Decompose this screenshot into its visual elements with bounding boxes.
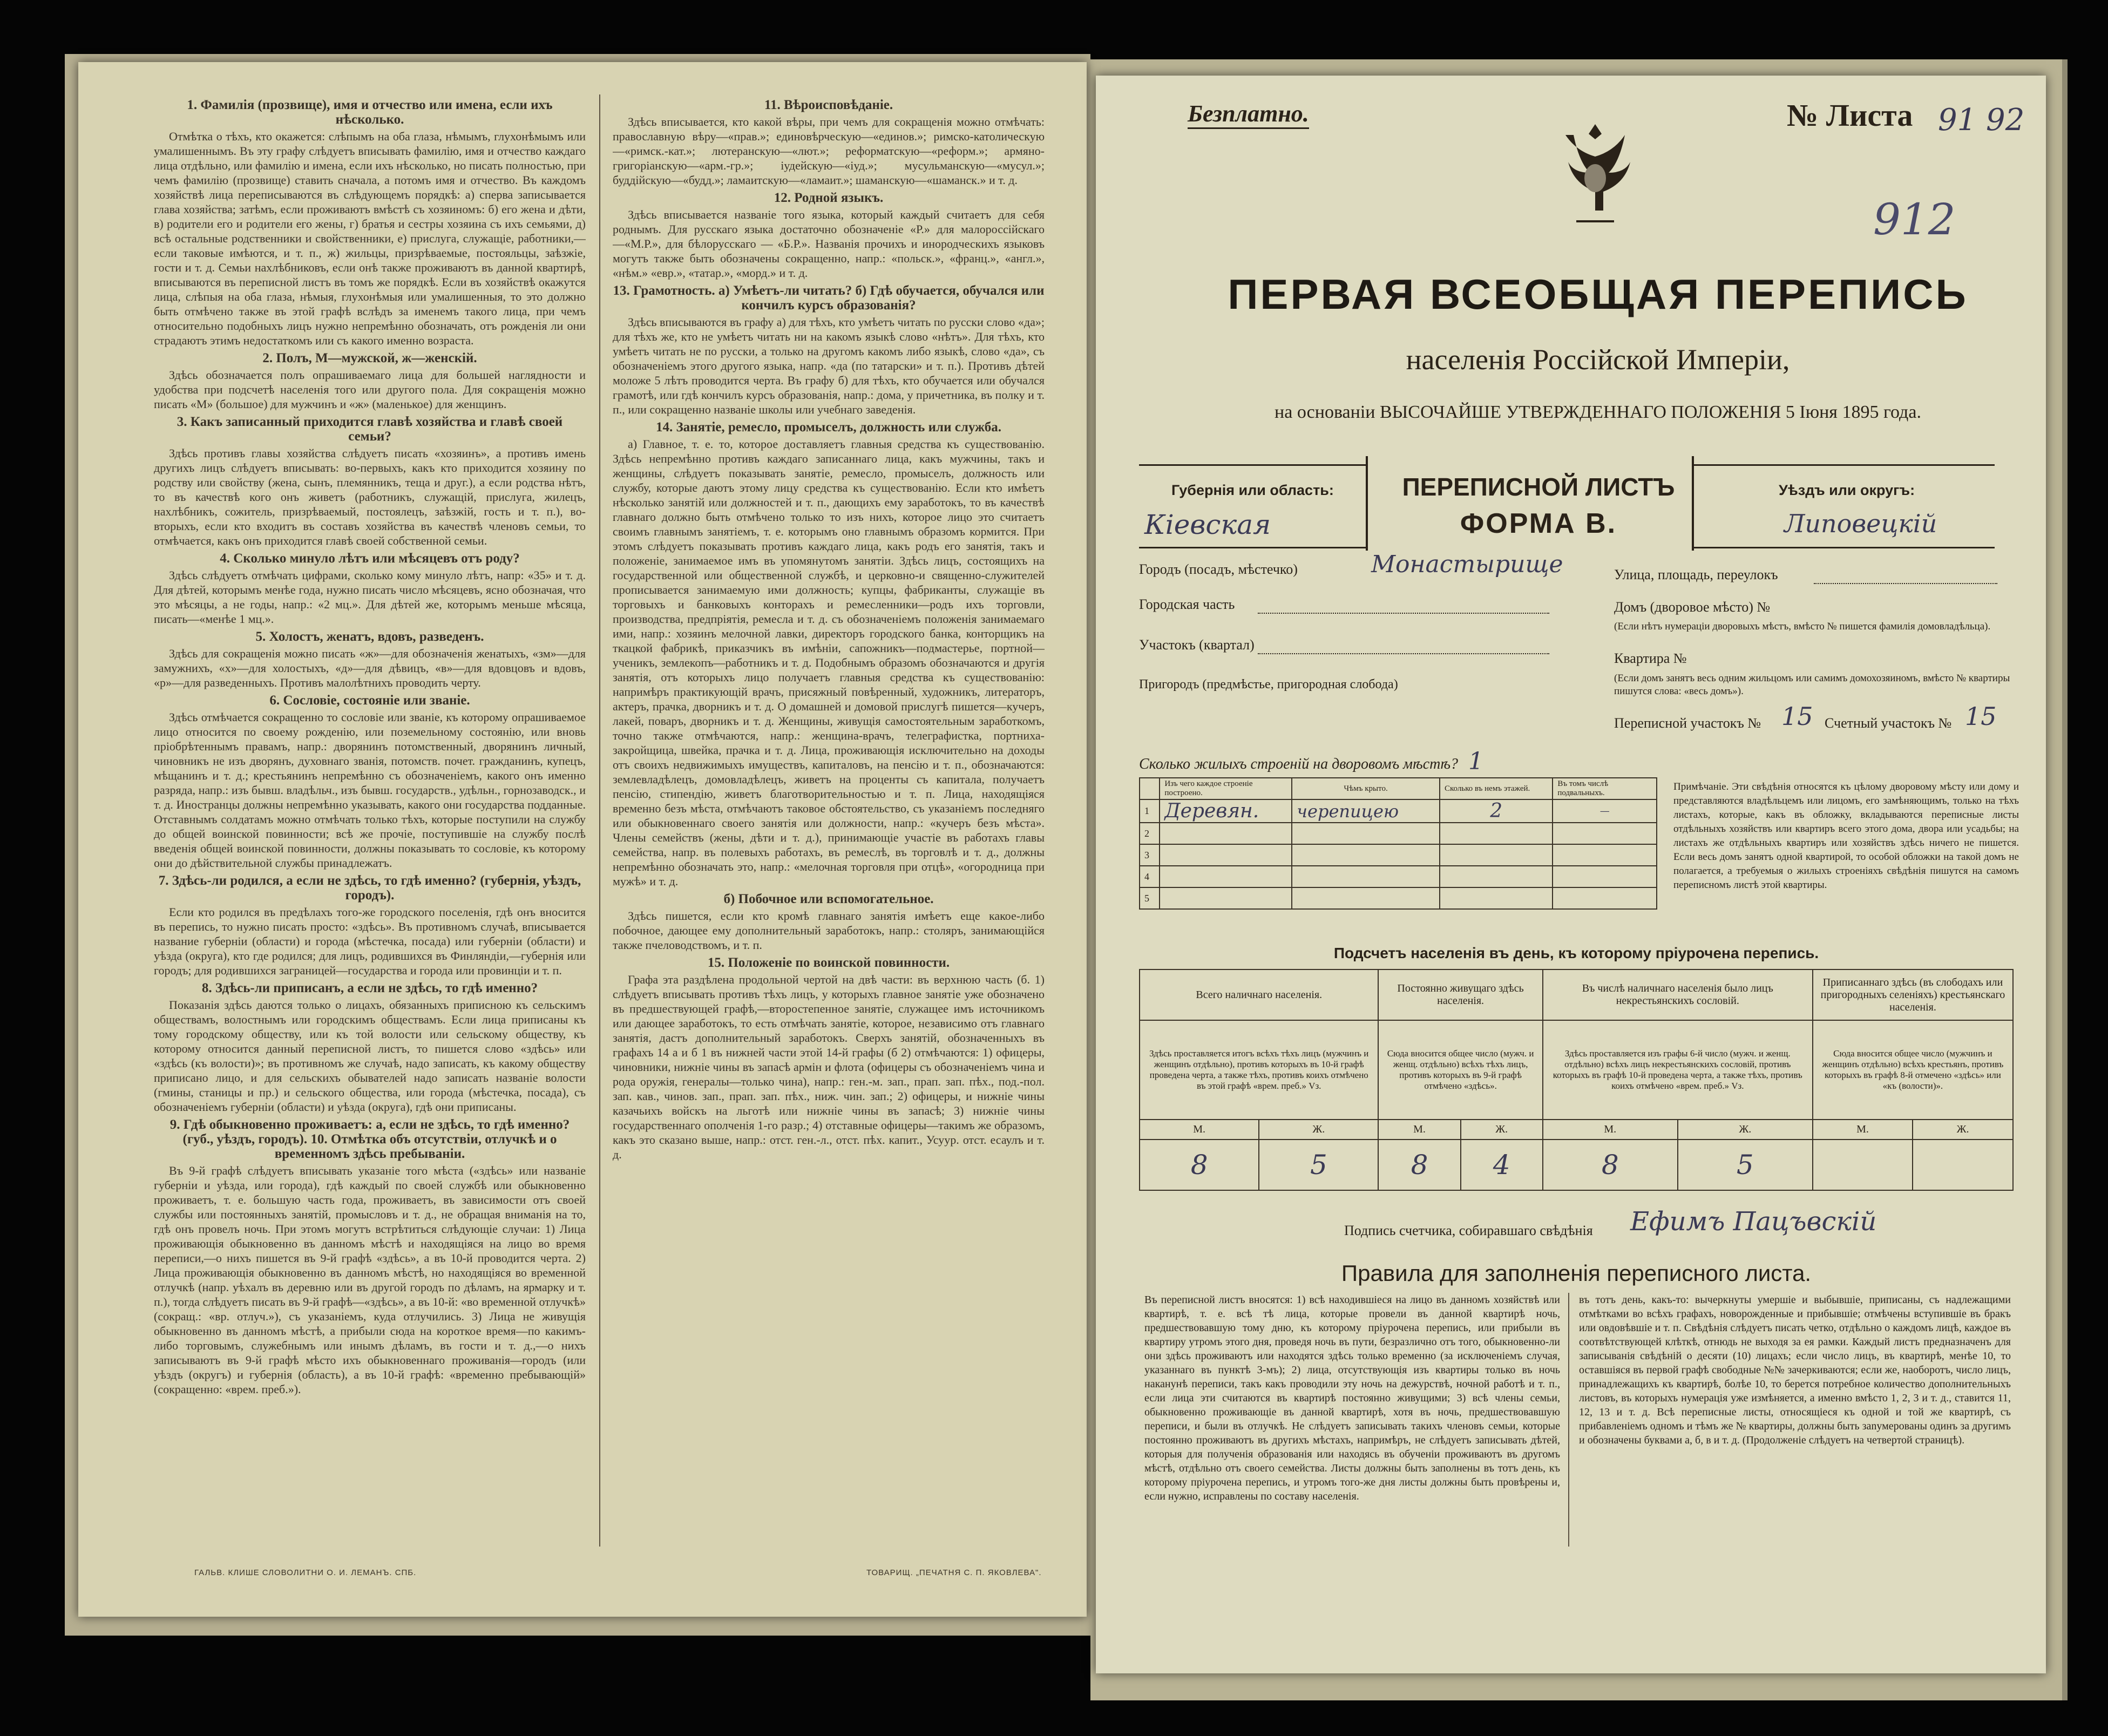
street-label: Улица, площадь, переулокъ <box>1614 567 1778 582</box>
table-cell <box>1292 887 1440 909</box>
section-text: Графа эта раздѣлена продольной чертой на двѣ части: въ верхнюю часть (б. 1) слѣдуетъ вписывать противъ тѣхъ лицъ, у которыхъ главное занятіе уже обозначено въ предшествующей графѣ,—второстепенное занятіе, служащее имъ источникомъ или дающее заработокъ, то есть отмѣчать занятіе, которое, независимо отъ главнаго занятія, дастъ дополнительный заработокъ. Сверхъ занятій, обозначенныхъ въ графахъ 14 а и б 1 въ нижней части этой 14-й графы (б 2) отмѣчаются: 1) офицеры, чиновники, нижніе чины въ запасѣ армін и флота (офицеры съ обозначеніемъ чина и рода оружія, генералы—только чина), напр.: ген.-м. зап., прап. зап. пѣх., под.-пол. зап. кав., чинов. зап., прап. зап. пѣх., ниж. чин. зап.; 2) офицеры, и нижніе чины казачьихъ войскъ на льготѣ или нижніе чины въ запасѣ; 3) нижніе чины государственнаго ополченія 1-го разр.; 4) отставные офицеры—такимъ же образомъ, какъ это сказано выше, напр.: отст. ген.-л., отст. пѣх. капит., Усуур. отст. есаулъ и т. д. <box>613 973 1045 1161</box>
sex-label-row <box>1140 1120 2013 1140</box>
street-line <box>1814 583 1997 584</box>
section-text: Здѣсь отмѣчается сокращенно то сословіе или званіе, къ которому опрашиваемое лицо относится по своему рожденію, или поземельному состоянію, или вновь пріобрѣтеннымъ правамъ, напр.: дворянинъ потомственный, дворянинъ личный, чиновникъ не изъ дворянъ, духовнаго званія, потомств. почет. гражданинъ, купецъ, мѣщанинъ и т. д.; крестьянинъ непремѣнно съ обозначеніемъ, какого онъ именно разряда, напр.: изъ бывш. владѣльч., изъ бывш. государств., удѣльн., горнозаводск., и т. д. Иностранцы должны непремѣнно указывать, какого они государства подданные. Отставнымъ солдатамъ можно отмѣчать только тѣхъ, которые поступили на службу до общей воинской повинности; всѣ же прочіе, поступившіе на службу послѣ введенія общей воинской повинности, должны показывать то сословіе, къ которому они до дѣйствительной службы принадлежатъ. <box>154 710 586 870</box>
count-value: 8 <box>1140 1140 1259 1190</box>
table-row <box>1140 887 1657 909</box>
row-number: 5 <box>1140 887 1160 909</box>
count-value: 8 <box>1378 1140 1460 1190</box>
table-cell <box>1553 844 1657 866</box>
house-label: Домъ (дворовое мѣсто) № <box>1614 599 1771 615</box>
rules-column-2: въ тотъ день, какъ-то: вычеркнуты умершіе и выбывшіе, приписаны, съ надлежащими отмѣтками во всѣхъ графахъ, новорожденные и прибывшіе; отмѣчены вступившіе въ бракъ или овдовѣвшіе и т. п. Свѣдѣнія слѣдуетъ писать четко, отдѣльно о каждомъ лицѣ, каждое въ соотвѣтствующей клѣткѣ, отнюдь не выходя за ея рамки. Каждый листъ предназначенъ для записыванія свѣдѣній о десяти (10) лицахъ; если число лицъ, въ квартирѣ, менѣе 10, то оставшіяся въ первой графѣ свободные №№ зачеркиваются; если же, наоборотъ, число лицъ, принадлежащихъ къ квартирѣ, болѣе 10, то берется потребное количество дополнительныхъ листовъ, въ которыхъ нумерація уже измѣняется, а именно вмѣсто 1, 2, 3 и т. д., ставится 11, 12, 13 и т. д. Всѣ переписные листы, относящіеся къ одной и той же квартирѣ, съ прибавленіемъ одномъ и тѣмъ же № квартиры, должны быть заnумерованы одинъ за другимъ и обозначены буквами а, б, в и т. д. (Продолженіе слѣдуетъ на четвертой страницѣ). <box>1579 1294 2011 1446</box>
table-cell <box>1292 823 1440 844</box>
count-value: 4 <box>1461 1140 1543 1190</box>
section-heading: б) Побочное или вспомогательное. <box>723 892 934 906</box>
gubernia-label: Губернія или область: <box>1171 482 1334 498</box>
left-page <box>78 62 1087 1617</box>
uezd-box <box>1692 464 1995 548</box>
material-cell: Деревян. <box>1160 799 1292 823</box>
count-values-row <box>1140 1140 2013 1190</box>
female-label: Ж. <box>1678 1120 1813 1140</box>
table-cell <box>1292 866 1440 887</box>
column-divider <box>599 94 600 1547</box>
count-header-row <box>1140 969 2013 1020</box>
floors-cell: 2 <box>1440 799 1553 823</box>
signature-label: Подпись счетчика, собиравшаго свѣдѣнія <box>1344 1223 1593 1238</box>
table-cell <box>1553 866 1657 887</box>
table-header-cell: Изъ чего каждое строеніе построено. <box>1160 778 1292 799</box>
section-heading: 8. Здѣсь-ли приписанъ, а если не здѣсь, то гдѣ именно? <box>201 981 538 995</box>
city-label: Городъ (посадъ, мѣстечко) <box>1139 561 1298 577</box>
count-value: 5 <box>1259 1140 1378 1190</box>
sheet-number-value: 91 92 <box>1938 103 2025 138</box>
signature-value: Ефимъ Пацъвскій <box>1630 1206 1877 1237</box>
section-text: Здѣсь вписываются въ графу а) для тѣхъ, кто умѣетъ читать по русски слово «да»; для тѣхъ же, кто не умѣетъ читать ни на какомъ языкѣ слово «нѣтъ». Для тѣхъ, кто умѣетъ читать не по русски, а только на другомъ какомъ либо языкѣ, слово «да», съ обозначеніемъ этого другого языка, напр. «да (по татарски» и т. п.). Противъ дѣтей моложе 5 лѣтъ проводится черта. Въ графу б) для тѣхъ, кто обучается или обучался грамотѣ, или гдѣ кончилъ курсъ образованія, напр.: дома, у причетника, въ полку и т. п., или сокращенно названіе школы или учебнаго заведенія. <box>613 315 1045 416</box>
buildings-value: 1 <box>1468 748 1483 775</box>
instructions-column-2 <box>613 94 1045 1552</box>
section-heading: 15. Положеніе по воинской повинности. <box>707 955 950 970</box>
table-header-cell: Сколько въ немъ этажей. <box>1440 778 1553 799</box>
census-title: ПЕРВАЯ ВСЕОБЩАЯ ПЕРЕПИСЬ <box>1228 270 1968 318</box>
table-cell <box>1160 887 1292 909</box>
count-district-label: Счетный участокъ № <box>1825 715 1952 731</box>
free-label: Безплатно. <box>1188 100 1309 129</box>
city-part-line <box>1258 613 1549 614</box>
printer-footer-left: ГАЛЬВ. КЛИШЕ СЛОВОЛИТНИ О. И. ЛЕМАНЪ. СПБ. <box>194 1568 417 1577</box>
city-part-label: Городская часть <box>1139 596 1235 612</box>
count-value <box>1913 1140 2013 1190</box>
printer-footer-right: ТОВАРИЩ. „ПЕЧАТНЯ С. П. ЯКОВЛЕВА". <box>866 1568 1042 1577</box>
population-count-table <box>1139 969 2014 1191</box>
section-text: Здѣсь пишется, если кто кромѣ главнаго занятія имѣетъ еще какое-либо побочное, дающее ему дополнительный заработокъ, напр.: столяръ, занимающійся также пчеловодствомъ, и т. п. <box>613 909 1045 952</box>
section-heading: 12. Родной языкъ. <box>774 191 884 205</box>
table-row <box>1140 823 1657 844</box>
section-heading: 5. Холостъ, женатъ, вдовъ, разведенъ. <box>255 629 484 644</box>
table-row <box>1140 844 1657 866</box>
female-label: Ж. <box>1461 1120 1543 1140</box>
table-header-cell: Въ томъ числѣ подвальныхъ. <box>1553 778 1657 799</box>
row-number: 1 <box>1140 799 1160 823</box>
count-value: 8 <box>1543 1140 1678 1190</box>
census-district-value: 15 <box>1781 702 1813 731</box>
table-header-cell: Постоянно живущаго здѣсь населенія. <box>1378 969 1542 1020</box>
count-value: 5 <box>1678 1140 1813 1190</box>
table-cell: Здѣсь проставляется итогъ всѣхъ тѣхъ лицъ (мужчинъ и женщинъ отдѣльно), противъ которыхъ въ 10-й графѣ проведена черта, а также тѣхъ, противъ коихъ отмѣчено въ этой графѣ «врем. преб.» Vз. <box>1140 1020 1378 1120</box>
male-label: М. <box>1813 1120 1913 1140</box>
section-text: Если кто родился въ предѣлахъ того-же городского поселенія, гдѣ онъ вносится въ перепись, то нужно писать просто: «здѣсь». Въ противномъ случаѣ, вписывается название губерніи (области) и города (мѣстечка, посада) или губерніи (области) и уѣзда (округа), кто где родился; для лицъ, родившихся въ Финляндіи,—губернія или городъ; для родившихся заграницей—государства и города или провинціи и т. п. <box>154 905 586 977</box>
census-sheet-label: ПЕРЕПИСНОЙ ЛИСТЪ <box>1402 473 1675 501</box>
row-number: 2 <box>1140 823 1160 844</box>
census-district-label: Переписной участокъ № <box>1614 715 1761 731</box>
male-label: М. <box>1543 1120 1678 1140</box>
instructions-column-1 <box>154 94 586 1552</box>
section-text: Здѣсь вписывается названіе того языка, который каждый считаетъ для себя роднымъ. Для русскаго языка достаточно обозначеніе «Р.» для малороссійскаго—«М.Р.», для бѣлорусскаго — «Б.Р.». Названія прочихъ и инородческихъ языковъ могутъ также быть обозначены сокращенно, напр.: «польск.», «франц.», «англ.», «нѣм.» «евр.», «татар.», «морд.» и т. д. <box>613 208 1045 280</box>
apartment-label: Квартира № <box>1614 650 1687 666</box>
section-heading: 7. Здѣсь-ли родился, а если не здѣсь, то гдѣ именно? (губернія, уѣздъ, городъ). <box>158 873 581 903</box>
section-text: Показанія здѣсь даются только о лицахъ, обязанныхъ приписною къ сельскимъ обществамъ, волостнымъ или городскимъ обществамъ. Если лица приписаны къ тому городскому обществу, или къ той волости или сельскому обществу, къ которому относится данный переписной листъ, то пишется слово «здѣсь» или «здѣсь (къ волости)»; въ противномъ же случаѣ, надо записать, къ какому обществу приписано лицо, и для сельскихъ обывателей надо записать названіе волости (гмины, станицы и пр.) и сельского общества, или города (мѣстечка, посада), съ обозначеніемъ губерніи (области) и уѣзда (округа), гдѣ они приписаны. <box>154 998 586 1114</box>
section-text: Въ 9-й графѣ слѣдуетъ вписывать указаніе того мѣста («здѣсь» или названіе губерніи и уѣзда, или города), гдѣ каждый по своей службѣ или обыкновенно проживаетъ, т. е. большую часть года, проживаетъ, въ зависимости отъ своей службы или постоянныхъ занятій, промысловъ и т. д., не обращая вниманія на то, гдѣ онъ провелъ ночь. При этомъ могутъ встрѣтиться слѣдующіе случаи: 1) Лица проживающія обыкновенно въ данномъ мѣстѣ и находящіяся на лицо во время переписи,—о нихъ пишется въ 9-й графѣ «здѣсь», а въ 10-й проводится черта. 2) Лица проживающія обыкновенно въ данномъ мѣстѣ, но находящіяся во временной отлучкѣ (напр. уѣхалъ въ деревню или въ другой городъ по дѣламъ, на ярмарку и т. п.), тогда слѣдуетъ писать въ 9-й графѣ—«здѣсь», а въ 10-й: «во временной отлучкѣ» (сокращ.: «вр. отлуч.»), съ указаніемъ, куда отлучились. 3) Лица не живущія обыкновенно въ данномъ мѣстѣ, а прибыли сюда на короткое время—по какимъ-либо торговымъ, служебнымъ или инымъ дѣламъ, въ гости и т. д.,—о нихъ записываютъ въ 9-й графѣ мѣсто ихъ обыкновеннаго проживанія—городъ (или уѣздъ (округъ) и губернія (область), а въ 10-й графѣ: «временно пребывающій» (сокращенно: «врем. преб.»). <box>154 1164 586 1396</box>
section-text: Здѣсь обозначается полъ опрашиваемаго лица для большей наглядности и удобства при подсчетѣ населенія того или другого пола. Для сокращенія можно писать «М» (большое) для мужчинъ и «ж» (маленькое) для женщинъ. <box>154 368 586 411</box>
gubernia-value: Кіевская <box>1144 509 1271 540</box>
section-text: Здѣсь слѣдуетъ отмѣчать цифрами, сколько кому минуло лѣтъ, напр: «35» и т. д. Для дѣтей, которымъ менѣе года, нужно писать число мѣсяцевъ, ясно обозначая, что это мѣсяцы, а не годы, напр.: «2 мц.». Для дѣтей же, которымъ меньше мѣсяца, писать—«менѣе 1 мц.». <box>154 568 586 626</box>
section-label: Участокъ (квартал) <box>1139 637 1255 653</box>
section-heading: 9. Гдѣ обыкновенно проживаетъ: а, если не здѣсь, то гдѣ именно? (губ., уѣздъ, городъ). 10. Отмѣтка объ отсутствіи, отлучкѣ и о временномъ здѣсь пребываніи. <box>170 1117 570 1161</box>
table-cell <box>1160 866 1292 887</box>
buildings-table <box>1139 777 1657 910</box>
table-cell <box>1160 844 1292 866</box>
male-label: М. <box>1140 1120 1259 1140</box>
table-cell: Сюда вносится общее число (мужч. и женщ. отдѣльно) всѣхъ тѣхъ лицъ, противъ которыхъ въ 9-й графѣ отмѣчено «здѣсь». <box>1378 1020 1542 1120</box>
rules-column-1: Въ переписной листъ вносятся: 1) всѣ находившіеся на лицо въ данномъ хозяйствѣ или квартирѣ, т. е. всѣ тѣ лица, которые провели въ данной квартирѣ ночь, предшествовавшую тому дню, къ которому пріурочена перепись, или прибыли въ квартиру утромъ этого дня, проведя ночь въ пути, безразлично отъ того, обыкновенно-ли они здѣсь проживаютъ или находятся здѣсь только временно (за исключеніемъ случая, указаннаго въ пунктѣ 3-мъ); 2) лица, отсутствующія изъ квартиры только въ ночь наканунѣ переписи, такъ какъ проводили эту ночь на дежурствѣ, ночной работѣ и т. п., если лица эти считаются въ квартирѣ постоянно живущими; 3) всѣ члены семьи, обыкновенно проживающіе въ данной квартирѣ, хотя въ ночь, предшествовавшую переписи, и были въ отлучкѣ. Не слѣдуетъ записывать такихъ членовъ семьи, которые постоянно проживаютъ въ другихъ мѣстахъ, напримѣръ, не слѣдуетъ записывать дѣтей, которыя для полученія образованія или находясь въ обученіи проживаютъ въ другомъ мѣстѣ, отдѣльно отъ своего семейства. Листы должны быть заполнены въ тотъ день, къ которому пріурочена перепись, и утромъ того-же дня листы должны быть провѣрены и, если нужно, исправлены по составу населенія. <box>1144 1294 1560 1502</box>
count-value <box>1813 1140 1913 1190</box>
table-cell <box>1553 823 1657 844</box>
section-heading: 6. Сословіе, состояніе или званіе. <box>269 693 470 708</box>
roof-cell: черепицею <box>1292 799 1440 823</box>
stamp-number: 912 <box>1873 194 1956 245</box>
section-text: а) Главное, т. е. то, которое доставляетъ главныя средства къ существованію. Здѣсь непремѣнно противъ каждаго записаннаго лица, какъ мужчины, такъ и женщины, слѣдуетъ показывать занятіе, ремесло, промыселъ, должность или службу, которые даютъ этому лицу средства къ существованію. Если кто имѣетъ нѣсколько занятій или должностей и т. п., дающихъ ему заработокъ, то въ качествѣ главнаго должно быть отмѣчено только то изъ нихъ, которое лицо это считаетъ своимъ главнымъ занятіемъ, т. е. которымъ оно главнымъ образомъ кормится. При этомъ слѣдуетъ показывать противъ каждаго лица, какъ родъ его занятія, такъ и положеніе, занимаемое имъ въ упомянутомъ занятіи. Здѣсь лицъ, состоящихъ на государственной или общественной службѣ, и церковно-и священно-служителей прописывается занимаемую ими должность; купцы, фабриканты, служащіе въ торговыхъ и банковыхъ конторахъ и ремесленники—родъ ихъ торговли, производства, предпріятія, ремесла и т. д. съ обозначеніемъ положенія занимаемаго ими, напр.: хозяинъ мелочной лавки, директоръ городского банка, конторщикъ на ткацкой фабрикѣ, приказчикъ въ имѣніи, сапожникъ—подмастерье, портной—ученикъ, землекопъ—работникъ и т. д. Подобнымъ образомъ обозначаются и другія занятія, отъ которыхъ лицо получаетъ главныя средства къ существованію: напримѣръ практикующій врачъ, присяжный повѣренный, художникъ, литераторъ, актеръ, прачка, дворникъ и т. д. О домашней и домовой прислугѣ пишется—кучеръ, лакей, поваръ, дворникъ и т. д. Женщины, живущія самостоятельным заработкомъ, точно также отмѣчаются, напр.: женщина-врачъ, телеграфистка, портниха-закройщица, швейка, прачка и т. д. Лица, проживающія исключительно на доходы отъ своихъ недвижимыхъ имуществъ, капиталовъ, на пенсію и т. п., обозначаются: землевладѣлецъ, домовладѣлецъ, живетъ на проценты съ капитала, получаетъ пенсію, стипендію, живетъ благотворительностью и т. п. Лица, находящіяся временно безъ мѣста, отмѣчаютъ таковое обстоятельство, съ указаніемъ последняго или обыкновеннаго своего занятія или должности, напр.: «кучеръ безъ мѣста». Члены семействъ (жены, дѣти и т. д.), принимающіе участіе въ работахъ главы семейства, напр. въ полевыхъ работахъ, въ ремеслѣ, въ торговлѣ и т. д., должны непремѣнно обозначать это, напр.: «мелочная торговля при отцѣ», «огородница при мужѣ» и т. д. <box>613 437 1045 888</box>
section-heading: 1. Фамилія (прозвище), имя и отчество или имена, если ихъ нѣсколько. <box>187 98 553 127</box>
table-cell <box>1160 823 1292 844</box>
table-header-cell: Всего наличнаго населенія. <box>1140 969 1378 1020</box>
form-label: ФОРМА В. <box>1460 508 1617 539</box>
section-heading: 3. Какъ записанный приходится главѣ хозяйства и главѣ своей семьи? <box>177 415 563 444</box>
section-text: Здѣсь для сокращенія можно писать «ж»—для обозначенія женатыхъ, «зм»—для замужнихъ, «х»—для холостыхъ, «д»—для дѣвицъ, «в»—для вдовцовъ и вдовъ, «р»—для разведенныхъ. Противъ малолѣтнихъ проводить черту. <box>154 647 586 689</box>
table-header-cell: Чѣмъ крыто. <box>1292 778 1440 799</box>
table-cell <box>1553 887 1657 909</box>
table-cell <box>1440 887 1553 909</box>
table-row <box>1140 866 1657 887</box>
row-number: 4 <box>1140 866 1160 887</box>
section-heading: 14. Занятіе, ремесло, промыселъ, должность или служба. <box>655 420 1002 435</box>
section-text: Здѣсь вписывается, кто какой вѣры, при чемъ для сокращенія можно отмѣчать: православную вѣру—«прав.»; единовѣрческую—«единов.»; римско-католическую—«римск.-кат.»; лютеранскую—«лют.»; реформатскую—«реформ.»; армяно-григоріанскую—«арм.-гр.»; іудейскую—«іуд.»; мусульманскую—«мусул.»; буддійскую—«будд.»; ламаитскую—«ламаит.»; шаманскую—«шаманск.» и т. д. <box>613 115 1045 187</box>
row-number: 3 <box>1140 844 1160 866</box>
uezd-label: Уѣздъ или округъ: <box>1779 482 1915 498</box>
census-subtitle: населенія Россійской Имперіи, <box>1406 343 1790 376</box>
table-cell <box>1440 866 1553 887</box>
house-note: (Если нѣтъ нумераціи дворовыхъ мѣстъ, вмѣсто № пишется фамилія домовладѣльца). <box>1614 621 1991 632</box>
rules-title: Правила для заполненія переписного листа. <box>1341 1260 1812 1286</box>
uezd-value: Липовецкій <box>1784 509 1937 538</box>
city-value: Монастырище <box>1371 551 1563 578</box>
section-text: Здѣсь противъ главы хозяйства слѣдуетъ писать «хозяинъ», а противъ имень другихъ лицъ слѣдуетъ вписывать: во-первыхъ, какъ кто приходится хозяину по родству или свойству (жена, сынъ, племянникъ, теща и друг.), а если родства нѣтъ, то въ качествѣ кого онъ живетъ (работникъ, служащій, прислуга, жилецъ, нахлѣбникъ, сожитель, призрѣваемый, постоялецъ, заѣзжій, гость и т. п.), во-вторыхъ, если кто входитъ въ составъ хозяйства въ качествѣ членовъ семьи, то отмѣчается, какъ онъ приходится главѣ своей собственной семьи. <box>154 446 586 547</box>
table-header-cell: Въ числѣ наличнаго населенія было лицъ некрестьянскихъ сословій. <box>1543 969 1813 1020</box>
buildings-note: Примѣчаніе. Эти свѣдѣнія относятся къ цѣлому дворовому мѣсту или дому и представляются владѣльцемъ или лицомъ, его замѣняющимъ, только на тѣхъ листахъ, которые, какъ въ обложку, вкладываются переписные листы отдѣльныхъ хозяйствъ или квартиръ всего этого дома, двора или усадьбы; на листахъ же отдѣльныхъ квартиръ или хозяйствъ здѣсь ничего не пишется. Если весь домъ занятъ одной квартирой, то особой обложки на такой домъ не полагается, а требуемыя о жилыхъ строеніяхъ свѣдѣнія пишутся на самомъ переписномъ листѣ этой квартиры. <box>1673 781 2019 891</box>
female-label: Ж. <box>1913 1120 2013 1140</box>
table-header-cell: Приписаннаго здѣсь (въ слободахъ или пригородныхъ селеніяхъ) крестьянскаго населенія. <box>1813 969 2013 1020</box>
section-text: Отмѣтка о тѣхъ, кто окажется: слѣпымъ на оба глаза, нѣмымъ, глухонѣмымъ или умалишеннымъ. Въ эту графу слѣдуетъ вписывать фамилію, имя и отчество каждаго лица отдѣльно, или фамилію и имена, если ихъ нѣсколько, но писать полностью, при чемъ фамилію (прозвище) ставить сначала, а потомъ имя и отчество. Въ каждомъ хозяйствѣ лица переписываются въ слѣдующемъ порядкѣ: а) сперва записывается глава хозяйства; затѣмъ, если проживаютъ вмѣстѣ съ хозяиномъ: б) его жена и дѣти, в) родители его и родители его жены, г) братья и сестры хозяина съ ихъ семьями, д) всѣ остальные родственники и свойственники, е) прислуга, служащіе, работники,—если таковые имѣются, и т. п., ж) жильцы, призрѣваемые, постояльцы, заѣзжіе, гости и т. д. Семьи нахлѣбниковъ, если онѣ также проживаютъ въ данной квартирѣ, вписываются въ переписной листъ въ томъ же порядкѣ. Если въ хозяйствѣ окажутся лица, слѣпыя на оба глаза, нѣмыя, глухонѣмыя или умалишенныя, то это должно быть отмѣчено также въ этой графѣ вслѣдъ за именемъ такого лица, при чемъ относительно подобныхъ лицъ нужно непремѣнно обозначать, отъ рожденія ли они страдаютъ этимъ недостаткомъ или съ какого именно возраста. <box>154 130 586 347</box>
section-heading: 13. Грамотность. а) Умѣетъ-ли читать? б) Гдѣ обучается, обучался или кончилъ курсъ образованія? <box>613 283 1045 313</box>
buildings-label: Сколько жилыхъ строеній на дворовомъ мѣстѣ? <box>1139 756 1459 772</box>
imperial-eagle-emblem <box>1544 113 1646 232</box>
female-label: Ж. <box>1259 1120 1378 1140</box>
rules-divider <box>1568 1293 1569 1547</box>
table-cell <box>1440 823 1553 844</box>
suburb-label: Пригородъ (предмѣстье, пригородная слобода) <box>1139 677 1398 691</box>
count-description-row <box>1140 1020 2013 1120</box>
table-cell: Здѣсь проставляется изъ графы 6-й число (мужч. и женщ. отдѣльно) всѣхъ лицъ некрестьянскихъ сословій, противъ которыхъ въ графѣ 10-й проведена черта, а также тѣхъ, противъ коихъ отмѣчено «врем. преб.» Vз. <box>1543 1020 1813 1120</box>
count-district-value: 15 <box>1965 702 1997 731</box>
table-cell <box>1140 778 1160 799</box>
sheet-number-label: № Листа <box>1787 98 1913 133</box>
form-box <box>1366 456 1694 551</box>
table-cell: Сюда вносится общее число (мужчинъ и женщинъ отдѣльно) всѣхъ крестьянъ, противъ которыхъ въ графѣ 8-й отмечено «здѣсь» или «къ (волости)». <box>1813 1020 2013 1120</box>
gubernia-box <box>1139 464 1366 548</box>
apartment-note: (Если домъ занятъ весь одним жильцомъ или самимъ домохозяиномъ, вмѣсто № квартиры пишутся слова: «весь домъ»). <box>1614 673 2010 697</box>
section-line <box>1258 653 1549 654</box>
buildings-header-row <box>1140 778 1657 799</box>
table-row <box>1140 799 1657 823</box>
legal-basis-line: на основаніи ВЫСОЧАЙШЕ УТВЕРЖДЕННАГО ПОЛОЖЕНІЯ 5 Іюня 1895 года. <box>1275 402 1921 422</box>
section-heading: 2. Полъ, М—мужской, ж—женскій. <box>262 351 477 365</box>
count-title: Подсчетъ населенія въ день, къ которому пріурочена перепись. <box>1333 945 1819 961</box>
male-label: М. <box>1378 1120 1460 1140</box>
section-heading: 11. Вѣроисповѣданіе. <box>764 98 893 112</box>
table-cell <box>1292 844 1440 866</box>
table-cell <box>1440 844 1553 866</box>
basement-cell: — <box>1553 799 1657 823</box>
section-heading: 4. Сколько минуло лѣтъ или мѣсяцевъ отъ роду? <box>220 551 520 566</box>
